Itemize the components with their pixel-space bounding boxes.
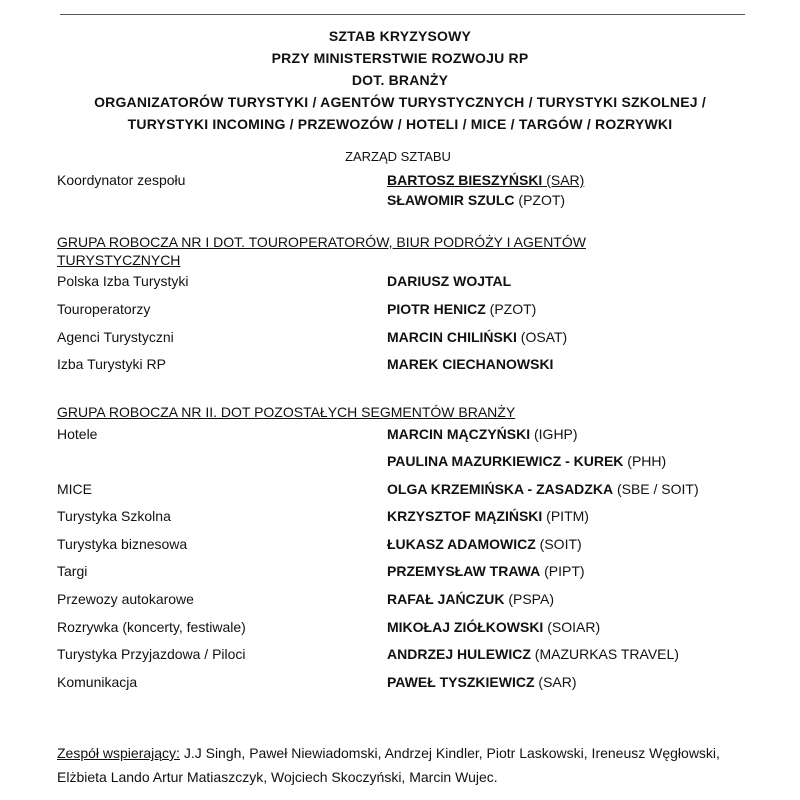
person-name: KRZYSZTOF MĄZIŃSKI: [387, 508, 543, 524]
top-rule: [60, 14, 745, 15]
person-name: PAULINA MAZURKIEWICZ - KUREK: [387, 453, 624, 469]
person-name: SŁAWOMIR SZULC: [387, 192, 515, 208]
person-org: (PHH): [623, 453, 667, 469]
person-org: (IGHP): [530, 426, 578, 442]
person-name: MARCIN CHILIŃSKI: [387, 329, 517, 345]
header-line-2: PRZY MINISTERSTWIE ROZWOJU RP: [271, 50, 529, 66]
person-name: MARCIN MĄCZYŃSKI: [387, 426, 531, 442]
row-person: [387, 591, 554, 607]
row-person: [387, 426, 578, 442]
support-names: J.J Singh, Paweł Niewiadomski, Andrzej Kindler, Piotr Laskowski, Ireneusz Węgłowski, Elżbieta Lando Artur Matiaszczyk, Wojciech Skoczyński, Marcin Wujec.: [57, 745, 720, 785]
header-line-5: TURYSTYKI INCOMING / PRZEWOZÓW / HOTELI / MICE / TARGÓW / ROZRYWKI: [127, 116, 673, 132]
group1-heading: GRUPA ROBOCZA NR I DOT. TOUROPERATORÓW, BIUR PODRÓŻY I AGENTÓW TURYSTYCZNYCH: [57, 234, 586, 268]
row-label: Turystyka Szkolna: [57, 508, 171, 524]
group2-heading: GRUPA ROBOCZA NR II. DOT POZOSTAŁYCH SEGMENTÓW BRANŻY: [57, 404, 516, 420]
person-org: (SOIAR): [543, 619, 601, 635]
row-person: [387, 273, 511, 289]
row-person: [387, 453, 666, 469]
row-person: [387, 508, 589, 524]
person-org: (SOIT): [535, 536, 582, 552]
person-name: PRZEMYSŁAW TRAWA: [387, 563, 541, 579]
coordinator-label: Koordynator zespołu: [57, 172, 186, 188]
row-person: [387, 329, 567, 345]
person-name: ANDRZEJ HULEWICZ: [387, 646, 531, 662]
person-org: (OSAT): [516, 329, 568, 345]
person-org: (PIPT): [540, 563, 585, 579]
header-line-1: SZTAB KRYZYSOWY: [328, 28, 472, 44]
row-label: Przewozy autokarowe: [57, 591, 194, 607]
board-member: [387, 172, 584, 188]
board-heading: ZARZĄD SZTABU: [345, 149, 451, 164]
person-org: (PZOT): [485, 301, 537, 317]
row-label: Targi: [57, 563, 88, 579]
person-name: ŁUKASZ ADAMOWICZ: [387, 536, 536, 552]
person-name: OLGA KRZEMIŃSKA - ZASADZKA: [387, 481, 614, 497]
row-label: Izba Turystyki RP: [57, 356, 166, 372]
support-team: [57, 741, 747, 789]
person-org: (SAR): [542, 172, 585, 188]
row-person: [387, 481, 699, 497]
person-org: (PITM): [542, 508, 589, 524]
person-name: PIOTR HENICZ: [387, 301, 486, 317]
row-person: [387, 536, 582, 552]
row-label: Polska Izba Turystyki: [57, 273, 189, 289]
person-org: (PSPA): [504, 591, 554, 607]
person-org: (SBE / SOIT): [613, 481, 699, 497]
person-name: RAFAŁ JAŃCZUK: [387, 591, 505, 607]
row-label: Hotele: [57, 426, 98, 442]
row-label: Touroperatorzy: [57, 301, 151, 317]
support-label: Zespół wspierający:: [57, 745, 180, 761]
row-label: Turystyka Przyjazdowa / Piloci: [57, 646, 246, 662]
row-label: Turystyka biznesowa: [57, 536, 188, 552]
person-name: MIKOŁAJ ZIÓŁKOWSKI: [387, 619, 544, 635]
row-label: MICE: [57, 481, 92, 497]
person-org: (SAR): [534, 674, 577, 690]
row-person: [387, 356, 553, 372]
header-line-4: ORGANIZATORÓW TURYSTYKI / AGENTÓW TURYSTYCZNYCH / TURYSTYKI SZKOLNEJ /: [94, 94, 706, 110]
board-member: [387, 192, 565, 208]
person-name: DARIUSZ WOJTAL: [387, 273, 512, 289]
person-name: BARTOSZ BIESZYŃSKI: [387, 172, 543, 188]
person-name: PAWEŁ TYSZKIEWICZ: [387, 674, 535, 690]
row-label: Rozrywka (koncerty, festiwale): [57, 619, 246, 635]
row-person: [387, 301, 536, 317]
header-line-3: DOT. BRANŻY: [351, 72, 449, 88]
person-org: (MAZURKAS TRAVEL): [530, 646, 679, 662]
person-name: MAREK CIECHANOWSKI: [387, 356, 554, 372]
row-person: [387, 646, 679, 662]
row-person: [387, 563, 585, 579]
person-org: (PZOT): [514, 192, 566, 208]
row-person: [387, 674, 577, 690]
row-person: [387, 619, 600, 635]
row-label: Komunikacja: [57, 674, 138, 690]
row-label: Agenci Turystyczni: [57, 329, 174, 345]
